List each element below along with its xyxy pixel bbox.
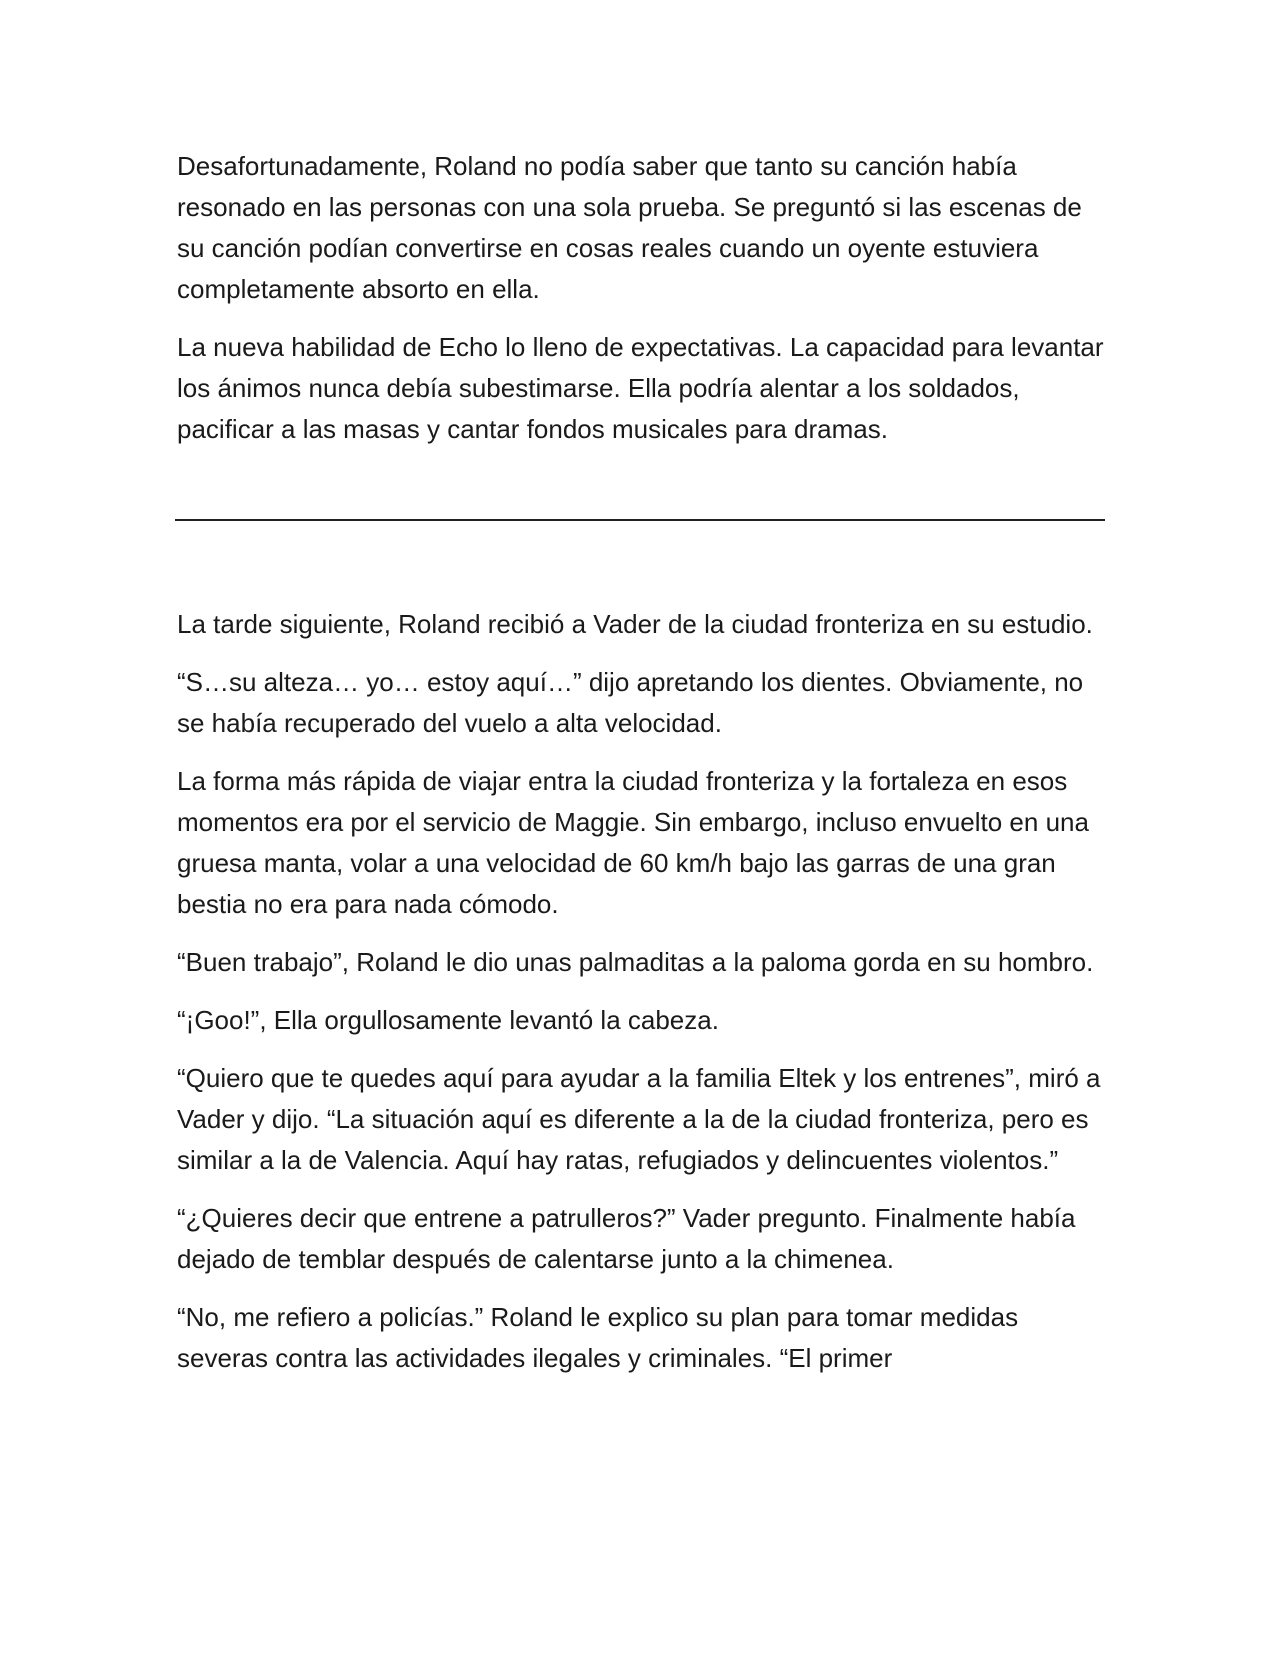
paragraph: “Quiero que te quedes aquí para ayudar a la familia Eltek y los entrenes”, miró a Vader y dijo. “La situación aquí es diferente a la de la ciudad fronteriza, pero es similar a la de Valencia. Aquí hay ratas, refugiados y delincuentes violentos.” <box>177 1063 1101 1175</box>
paragraph: “¡Goo!”, Ella orgullosamente levantó la cabeza. <box>177 1005 719 1035</box>
paragraph: Desafortunadamente, Roland no podía saber que tanto su canción había resonado en las personas con una sola prueba. Se preguntó si las escenas de su canción podían convertirse en cosas reales cuando un oyente estuviera completamente absorto en ella. <box>177 151 1082 304</box>
section-two <box>177 604 1107 1379</box>
paragraph: La forma más rápida de viajar entra la ciudad fronteriza y la fortaleza en esos momentos era por el servicio de Maggie. Sin embargo, incluso envuelto en una gruesa manta, volar a una velocidad de 60 km/h bajo las garras de una gran bestia no era para nada cómodo. <box>177 766 1089 919</box>
section-one <box>177 146 1107 450</box>
paragraph: La nueva habilidad de Echo lo lleno de expectativas. La capacidad para levantar los ánimos nunca debía subestimarse. Ella podría alentar a los soldados, pacificar a las masas y cantar fondos musicales para dramas. <box>177 332 1104 444</box>
paragraph: La tarde siguiente, Roland recibió a Vader de la ciudad fronteriza en su estudio. <box>177 609 1093 639</box>
paragraph: “No, me refiero a policías.” Roland le explico su plan para tomar medidas severas contra las actividades ilegales y criminales. “El primer <box>177 1302 1019 1373</box>
document-page <box>177 146 1107 1396</box>
section-divider <box>175 519 1105 521</box>
paragraph: “¿Quieres decir que entrene a patrulleros?” Vader pregunto. Finalmente había dejado de temblar después de calentarse junto a la chimenea. <box>177 1203 1076 1274</box>
paragraph: “S…su alteza… yo… estoy aquí…” dijo apretando los dientes. Obviamente, no se había recuperado del vuelo a alta velocidad. <box>177 667 1084 738</box>
paragraph: “Buen trabajo”, Roland le dio unas palmaditas a la paloma gorda en su hombro. <box>177 947 1094 977</box>
